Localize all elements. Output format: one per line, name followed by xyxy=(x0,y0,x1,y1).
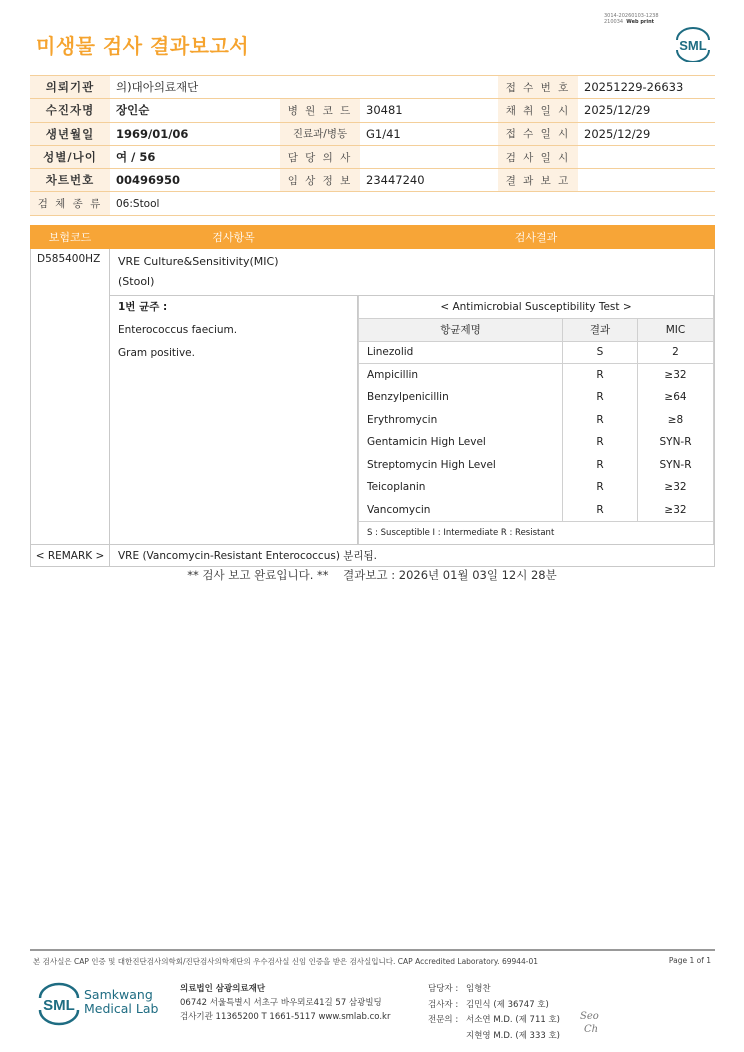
page-number: Page 1 of 1 xyxy=(668,956,711,965)
ast-row xyxy=(359,364,714,387)
info-label: 생년월일 xyxy=(30,122,110,145)
info-label: 결 과 보 고 xyxy=(498,169,578,192)
strain-label: 1번 균주 : xyxy=(118,301,168,313)
ast-row xyxy=(359,386,714,409)
staff-name: 임형찬 xyxy=(466,984,491,994)
info-label: 차트번호 xyxy=(30,169,110,192)
info-label: 담 당 의 사 xyxy=(280,145,360,168)
sml-logo-text: SML xyxy=(679,38,707,53)
org-contact: 검사기관 11365200 T 1661-5117 www.smlab.co.kr xyxy=(180,1012,391,1022)
info-value: 00496950 xyxy=(110,169,280,192)
info-label: 검 체 종 류 xyxy=(30,192,110,215)
drug-name: Vancomycin xyxy=(359,499,563,522)
ast-legend: S : Susceptible I : Intermediate R : Resistant xyxy=(359,521,714,544)
info-label: 수진자명 xyxy=(30,99,110,122)
insurance-code: D585400HZ xyxy=(31,249,110,545)
staff-name: 김민식 (제 36747 호) xyxy=(466,999,549,1010)
report-code xyxy=(604,13,659,25)
info-row xyxy=(30,76,715,99)
drug-mic: ≥32 xyxy=(638,476,714,499)
staff-label: 담당자 : xyxy=(428,984,459,994)
org-address: 06742 서울특별시 서초구 바우뫼로41길 57 삼광빌딩 xyxy=(180,998,382,1008)
sml-logo-text: SML xyxy=(43,997,75,1014)
info-value: 1969/01/06 xyxy=(110,122,280,145)
test-item xyxy=(110,249,715,296)
signature-2: Ch xyxy=(584,1024,599,1035)
info-label: 임 상 정 보 xyxy=(280,169,360,192)
drug-result: R xyxy=(563,476,638,499)
info-value: 여 / 56 xyxy=(110,145,280,168)
web-print-label: Web print xyxy=(626,19,655,25)
gram-stain: Gram positive. xyxy=(118,347,195,359)
info-label: 접 수 번 호 xyxy=(498,76,578,99)
drug-result: R xyxy=(563,409,638,432)
drug-result: R xyxy=(563,364,638,387)
drug-mic: ≥64 xyxy=(638,386,714,409)
col-header-code: 보험코드 xyxy=(31,226,110,249)
drug-name: Teicoplanin xyxy=(359,476,563,499)
col-header-test: 검사항목 xyxy=(110,226,358,249)
ast-cell xyxy=(358,296,715,545)
drug-name: Gentamicin High Level xyxy=(359,431,563,454)
patient-info-table xyxy=(30,75,715,216)
remark-label: < REMARK > xyxy=(31,545,110,567)
signature xyxy=(580,1010,599,1036)
org-name: 의료법인 삼광의료재단 xyxy=(180,984,266,994)
info-value: 06:Stool xyxy=(110,192,715,215)
info-label: 검 사 일 시 xyxy=(498,145,578,168)
drug-result: R xyxy=(563,386,638,409)
logo-line2: Medical Lab xyxy=(84,1001,159,1016)
organism-cell xyxy=(110,296,358,545)
info-label: 채 취 일 시 xyxy=(498,99,578,122)
info-value: 장인순 xyxy=(110,99,280,122)
footer-divider xyxy=(30,949,715,951)
info-label: 진료과/병동 xyxy=(280,122,360,145)
info-row xyxy=(30,122,715,145)
report-title: 미생물 검사 결과보고서 xyxy=(36,34,250,58)
signature-1: Seo xyxy=(580,1011,599,1022)
drug-mic: 2 xyxy=(638,341,714,364)
drug-name: Ampicillin xyxy=(359,364,563,387)
drug-name: Streptomycin High Level xyxy=(359,454,563,477)
staff-list xyxy=(428,982,560,1044)
info-value xyxy=(578,169,715,192)
staff-label: 전문의 : xyxy=(428,1015,459,1025)
info-value xyxy=(360,145,498,168)
test-name: VRE Culture&Sensitivity(MIC) xyxy=(118,255,279,268)
staff-name: 서소연 M.D. (제 711 호) xyxy=(466,1015,561,1025)
ast-header-drug: 항균제명 xyxy=(359,319,563,342)
ast-row xyxy=(359,454,714,477)
info-label: 병 원 코 드 xyxy=(280,99,360,122)
info-value: G1/41 xyxy=(360,122,498,145)
drug-mic: SYN-R xyxy=(638,454,714,477)
info-value: 2025/12/29 xyxy=(578,122,715,145)
drug-mic: ≥32 xyxy=(638,499,714,522)
info-value: 23447240 xyxy=(360,169,498,192)
info-row xyxy=(30,145,715,168)
drug-mic: ≥32 xyxy=(638,364,714,387)
report-code-line2: 210034 xyxy=(604,19,624,25)
col-header-result: 검사결과 xyxy=(358,226,715,249)
samkwang-logo-text xyxy=(84,988,158,1016)
ast-title: < Antimicrobial Susceptibility Test > xyxy=(359,296,714,319)
organism-name: Enterococcus faecium. xyxy=(118,324,238,336)
specimen-type: (Stool) xyxy=(118,275,155,288)
organization-info xyxy=(180,982,390,1024)
ast-row xyxy=(359,499,714,522)
ast-header-result: 결과 xyxy=(563,319,638,342)
drug-result: S xyxy=(563,341,638,364)
ast-row xyxy=(359,476,714,499)
report-code-line1: 3014-20260103-1238 xyxy=(604,13,659,19)
samkwang-logo-icon xyxy=(36,982,82,1026)
info-label: 의뢰기관 xyxy=(30,76,110,99)
info-value: 2025/12/29 xyxy=(578,99,715,122)
ast-header-mic: MIC xyxy=(638,319,714,342)
info-label: 접 수 일 시 xyxy=(498,122,578,145)
info-value xyxy=(578,145,715,168)
report-completion: ** 검사 보고 완료입니다. ** 결과보고 : 2026년 01월 03일 12시 28분 xyxy=(187,568,557,582)
info-value: 의)대아의료재단 xyxy=(110,76,498,99)
sml-logo-icon xyxy=(673,26,713,62)
results-table xyxy=(30,225,715,567)
drug-name: Linezolid xyxy=(359,341,563,364)
info-label: 성별/나이 xyxy=(30,145,110,168)
drug-name: Erythromycin xyxy=(359,409,563,432)
drug-result: R xyxy=(563,431,638,454)
accreditation-note: 본 검사실은 CAP 인증 및 대한진단검사의학회/진단검사의학재단의 우수검사실 신임 인증을 받은 검사실입니다. CAP Accredited Laboratory. 69944-01 xyxy=(33,957,539,966)
info-value: 30481 xyxy=(360,99,498,122)
drug-result: R xyxy=(563,499,638,522)
ast-table xyxy=(358,296,714,544)
info-row xyxy=(30,99,715,122)
logo-line1: Samkwang xyxy=(84,987,153,1002)
ast-row xyxy=(359,431,714,454)
staff-label: 검사자 : xyxy=(428,999,459,1010)
info-row xyxy=(30,169,715,192)
ast-row xyxy=(359,341,714,364)
drug-name: Benzylpenicillin xyxy=(359,386,563,409)
remark-text: VRE (Vancomycin-Resistant Enterococcus) 분리됨. xyxy=(110,545,715,567)
staff-name: 지현영 M.D. (제 333 호) xyxy=(466,1030,561,1041)
info-value: 20251229-26633 xyxy=(578,76,715,99)
drug-mic: ≥8 xyxy=(638,409,714,432)
ast-row xyxy=(359,409,714,432)
drug-result: R xyxy=(563,454,638,477)
drug-mic: SYN-R xyxy=(638,431,714,454)
info-row xyxy=(30,192,715,215)
